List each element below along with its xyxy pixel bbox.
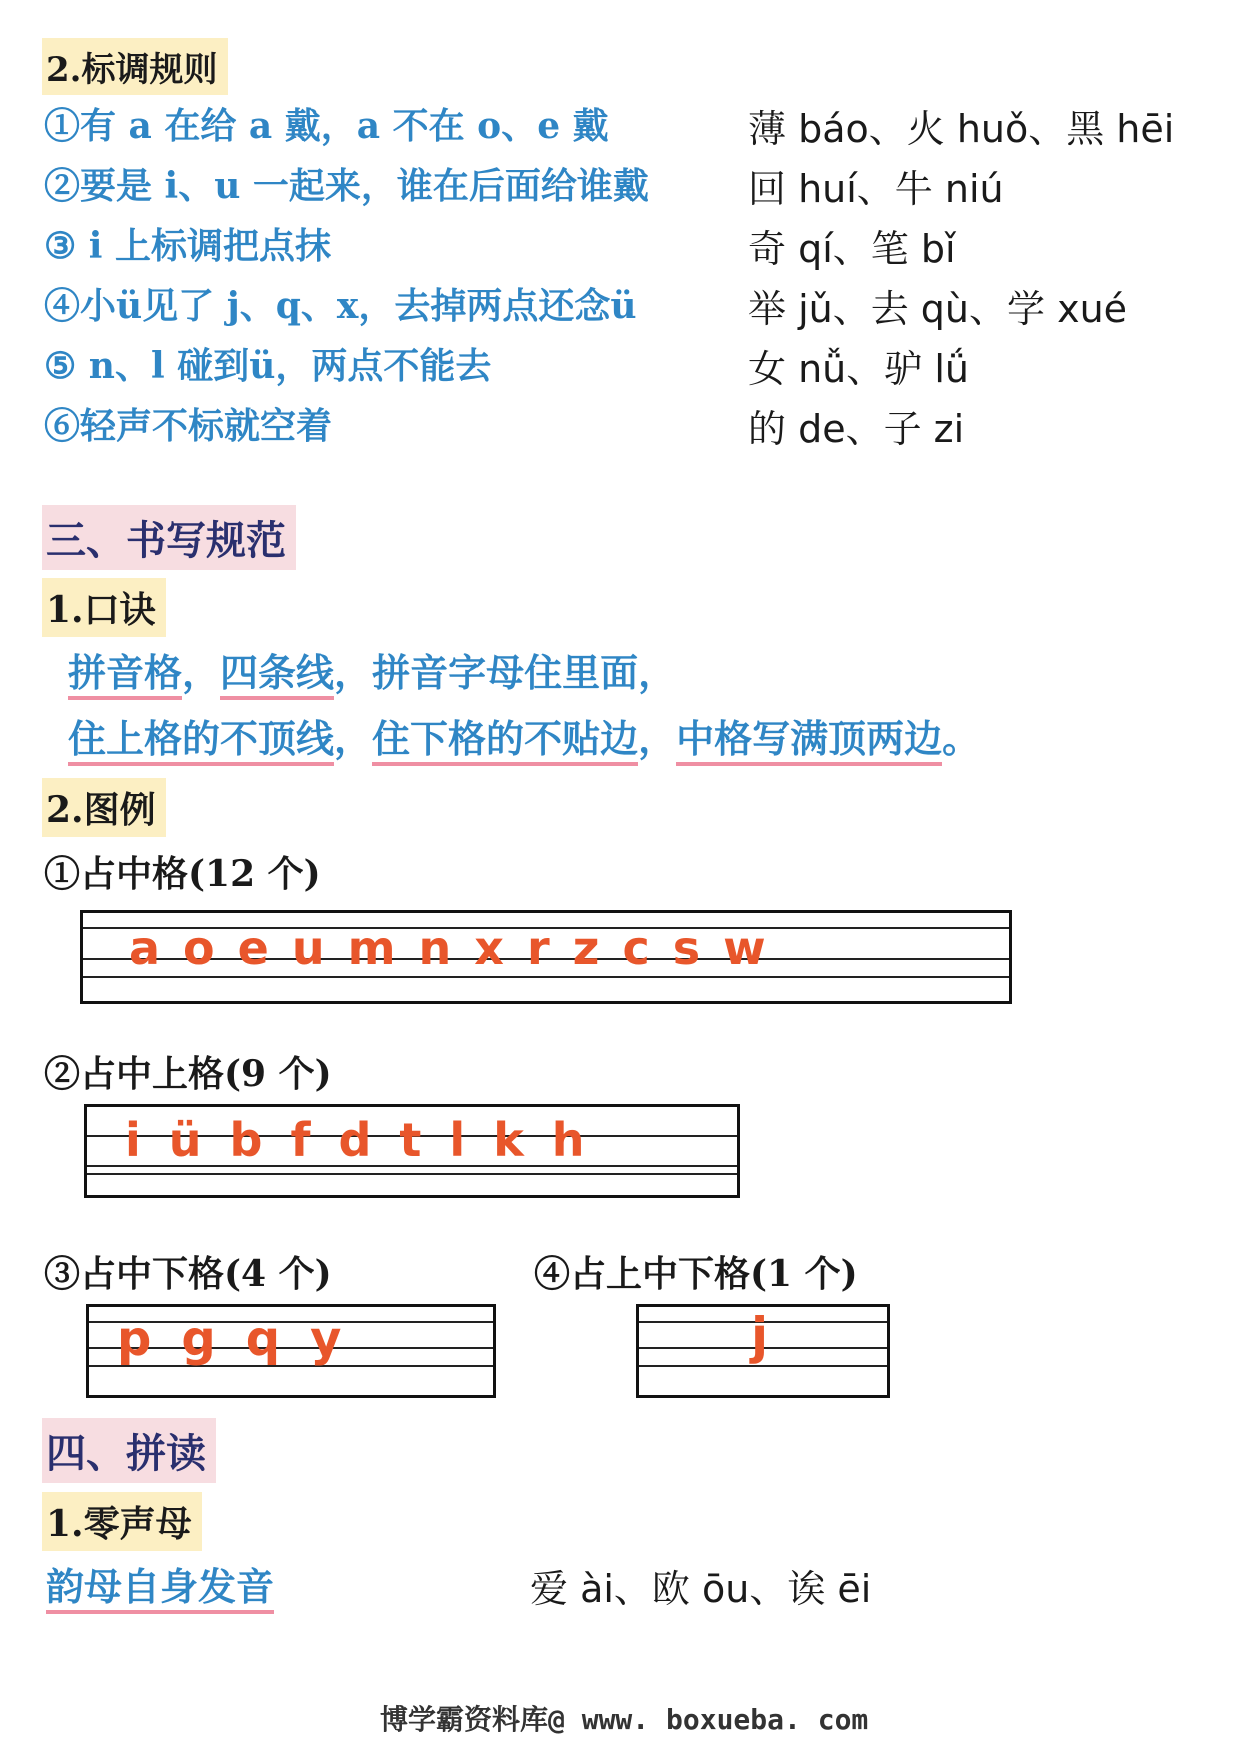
- verse-phrase: 住下格的: [372, 716, 524, 766]
- zero-initial-example: 爱 ài、欧 ōu、诶 ēi: [530, 1567, 872, 1611]
- rule-6: ⑥轻声不标就空着: [44, 405, 333, 447]
- grid-letter: g: [181, 1311, 216, 1367]
- grid-letter: y: [310, 1311, 342, 1367]
- grid-letter: z: [572, 921, 600, 975]
- rule-1-example: 薄 báo、火 huǒ、黑 hēi: [748, 107, 1175, 151]
- verse-phrase: 四条线: [220, 650, 334, 700]
- grid3-letters: [117, 1311, 341, 1367]
- grid-letter: k: [493, 1113, 524, 1167]
- grid-letter: w: [723, 921, 766, 975]
- grid-letter: m: [347, 921, 396, 975]
- verse-phrase: 拼音格: [68, 650, 182, 700]
- rule-3-example: 奇 qí、笔 bǐ: [748, 227, 956, 271]
- verse-phrase: 中格写满顶两边: [676, 716, 942, 766]
- rule-2: ②要是 i、u 一起来，谁在后面给谁戴: [44, 165, 649, 207]
- footer-watermark: 博学霸资料库@ www. boxueba. com: [380, 1703, 869, 1736]
- reading-section-title: 四、拼读: [42, 1418, 216, 1483]
- rule-1: ①有 a 在给 a 戴，a 不在 o、e 戴: [44, 105, 609, 147]
- rule-2-example: 回 huí、牛 niú: [748, 167, 1004, 211]
- rule-4-example: 举 jǔ、去 qù、学 xué: [748, 287, 1128, 331]
- pinyin-grid-2: [84, 1104, 740, 1198]
- grid-letter: s: [672, 921, 701, 975]
- writing-section-title: 三、书写规范: [42, 505, 296, 570]
- grid-letter: t: [399, 1113, 422, 1167]
- grid-letter: o: [183, 921, 215, 975]
- zero-initial-heading: 1.零声母: [42, 1492, 202, 1551]
- zero-initial-rule: [46, 1556, 274, 1611]
- pinyin-grid-1: [80, 910, 1012, 1004]
- tuli-heading: 2.图例: [42, 778, 166, 837]
- grid-letter: c: [622, 921, 650, 975]
- grid-letter: d: [338, 1113, 372, 1167]
- grid-letter: a: [129, 921, 161, 975]
- grid-letter: ü: [168, 1113, 202, 1167]
- tone-rules-heading: 2.标调规则: [42, 38, 228, 95]
- grid-letter: x: [474, 921, 504, 975]
- grid-letter: h: [551, 1113, 585, 1167]
- grid4-letters: [751, 1307, 768, 1365]
- rule-3: ③ i 上标调把点抹: [44, 225, 332, 267]
- verse-punct: ，: [334, 650, 373, 695]
- grid-letter: i: [125, 1113, 141, 1167]
- grid-letter: u: [291, 921, 325, 975]
- verse-phrase: 住上格的: [68, 716, 220, 766]
- grid3-title: ③占中下格(4 个): [44, 1253, 332, 1295]
- grid-letter: r: [526, 921, 550, 975]
- rule-6-example: 的 de、子 zi: [748, 407, 965, 451]
- rule-5-example: 女 nǚ、驴 lǘ: [748, 347, 969, 391]
- koujue-heading: 1.口诀: [42, 578, 166, 637]
- grid-letter: j: [751, 1307, 769, 1365]
- grid-letter: q: [245, 1311, 281, 1367]
- verse-punct: ，: [638, 716, 677, 761]
- rule-4: ④小ü见了 j、q、x，去掉两点还念ü: [44, 285, 637, 327]
- zero-initial-rule-text: 韵母自身发音: [46, 1564, 274, 1614]
- verse-punct: ，: [334, 716, 373, 761]
- grid-letter: n: [418, 921, 452, 975]
- grid1-letters: [129, 921, 766, 975]
- verse-punct: ，: [638, 650, 677, 695]
- rule-5: ⑤ n、l 碰到ü，两点不能去: [44, 345, 492, 387]
- grid-letter: p: [117, 1311, 152, 1367]
- verse-line-1: [68, 642, 676, 697]
- grid-letter: l: [449, 1113, 466, 1167]
- pinyin-grid-3: [86, 1304, 496, 1398]
- grid2-letters: [125, 1113, 585, 1167]
- grid-letter: e: [237, 921, 269, 975]
- grid-letter: b: [229, 1113, 263, 1167]
- verse-punct: 。: [942, 716, 981, 761]
- grid-letter: f: [290, 1113, 311, 1167]
- grid1-title: ①占中格(12 个): [44, 853, 321, 895]
- grid2-title: ②占中上格(9 个): [44, 1053, 332, 1095]
- pinyin-grid-4: [636, 1304, 890, 1398]
- verse-punct: ，: [182, 650, 221, 695]
- verse-phrase: 不顶线: [220, 716, 334, 766]
- verse-phrase: 不贴边: [524, 716, 638, 766]
- grid4-title: ④占上中下格(1 个): [534, 1253, 858, 1295]
- verse-line-2: [68, 708, 980, 763]
- verse-phrase: 拼音字母住里面: [372, 650, 639, 695]
